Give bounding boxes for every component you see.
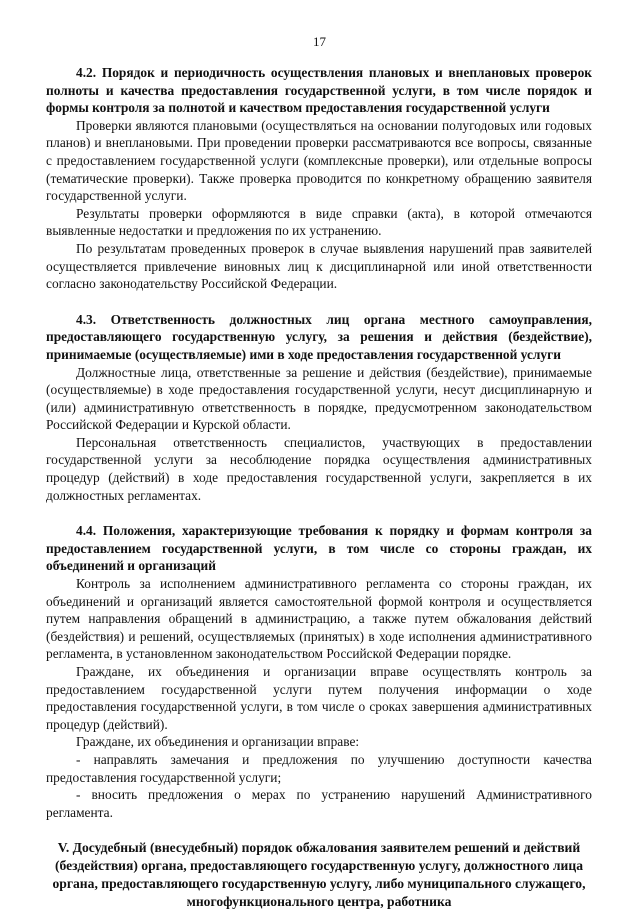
paragraph: Персональная ответственность специалистов, участвующих в предоставлении государственной услуги за несоблюдение порядка осуществления административных процедур (действий) в ходе предоставления государственной услуги, закрепляется в их должностных регламентах. [46,434,592,503]
list-item: - направлять замечания и предложения по улучшению доступности качества предоставления государственной услуги; [46,751,592,785]
section-heading-4-2: 4.2. Порядок и периодичность осуществления плановых и внеплановых проверок полноты и качества предоставления государственной услуги, в том числе порядок и формы контроля за полнотой и качеством предоставления государственной услуги [46,65,592,116]
page-number: 17 [313,34,326,49]
paragraph: Граждане, их объединения и организации вправе: [76,734,360,750]
paragraph: По результатам проведенных проверок в случае выявления нарушений прав заявителей осуществляется привлечение виновных лиц к дисциплинарной или иной ответственности согласно законодательству Российской Федерации. [46,240,592,292]
list-item: - вносить предложения о мерах по устранению нарушений Административного регламента. [46,787,592,820]
section-gap [46,293,592,311]
section-heading-4-4: 4.4. Положения, характеризующие требования к порядку и формам контроля за предоставлением государственной услуги, в том числе со стороны граждан, их объединений и организаций [46,523,592,574]
paragraph: Должностные лица, ответственные за решение и действия (бездействие), принимаемые (осуществляемые) в ходе предоставления государственной услуги, несут дисциплинарную и (или) административную ответственность в порядке, предусмотренном законодательством Российской Федерации и Курской области. [46,364,592,433]
section-heading-4-3: 4.3. Ответственность должностных лиц органа местного самоуправления, предоставляющего государственную услугу, за решения и действия (бездействие), принимаемые (осуществляемые) ими в ходе предоставления государственной услуги [46,311,592,362]
paragraph: Контроль за исполнением административного регламента со стороны граждан, их объединений и организаций является самостоятельной формой контроля и осуществляется путем направления обращений в администрацию, а также путем обжалования действий (бездействия) и решений, осуществляемых (принятых) в ходе исполнения административного регламента, в установленном законодательством Российской Федерации порядке. [46,576,592,662]
chapter-heading: V. Досудебный (внесудебный) порядок обжалования заявителем решений и действий (бездействия) органа, предоставляющего государственную услугу, должностного лица органа, предоставляющего государственную услугу, либо муниципального служащего, многофункционального центра, работника [52,840,586,910]
document-body [46,64,592,911]
paragraph: Результаты проверки оформляются в виде справки (акта), в которой отмечаются выявленные недостатки и предложения по их устранению. [46,205,592,239]
section-gap [46,504,592,522]
paragraph: Граждане, их объединения и организации вправе осуществлять контроль за предоставлением государственной услуги путем получения информации о ходе предоставления государственной услуги, в том числе о сроках завершения административных процедур (действий). [46,664,592,732]
paragraph: Проверки являются плановыми (осуществляться на основании полугодовых или годовых планов) и внеплановыми. При проведении проверки рассматриваются все вопросы, связанные с предоставлением государственной услуги (комплексные проверки), или отдельные вопросы (тематические проверки). Также проверка проводится по конкретному обращению заявителя государственной услуги. [46,117,592,204]
